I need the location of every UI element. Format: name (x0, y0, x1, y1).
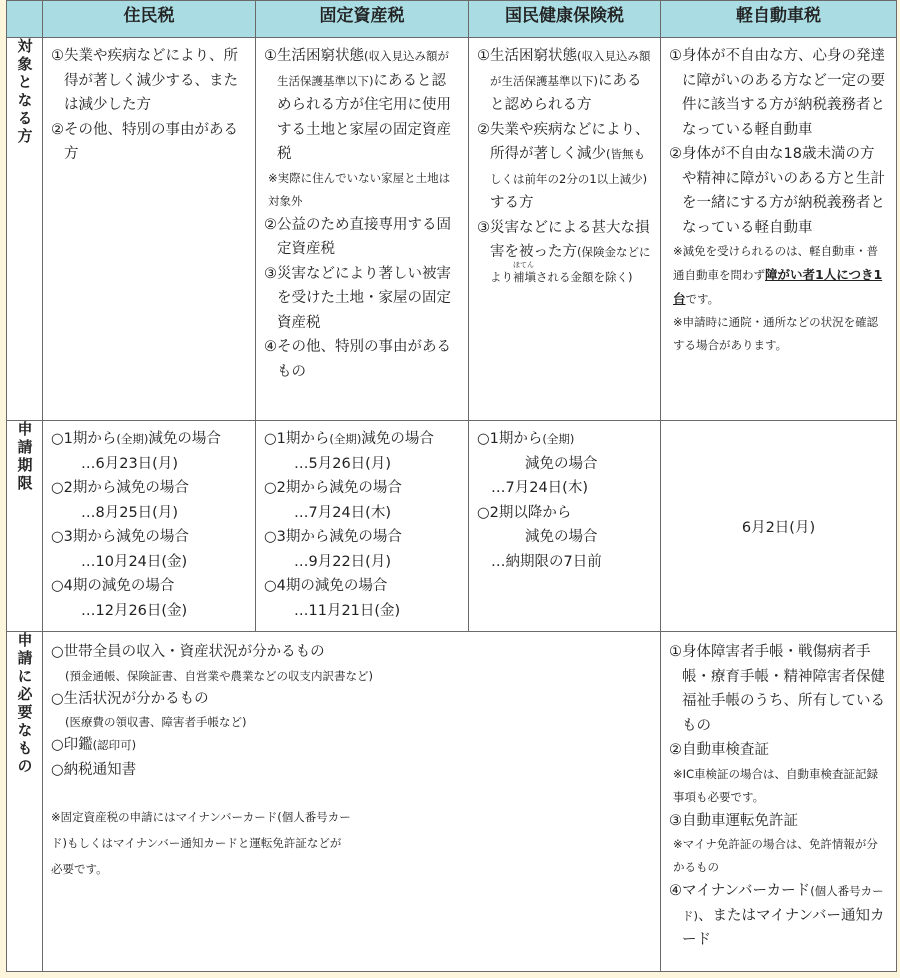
row-hitsuyo (7, 632, 897, 972)
hitsuyo-item-3-small: (認印可) (92, 738, 137, 752)
kigen-kei-date: 6月2日(月) (741, 519, 816, 536)
item-mark: ② (477, 121, 490, 138)
hitsuyo-kei-cell (661, 632, 897, 972)
item-text: その他、特別の事由があるもの (277, 339, 451, 380)
header-kokuho: 国民健康保険税 (469, 1, 661, 38)
item-text (490, 118, 652, 216)
kigen-kei-cell (661, 421, 897, 632)
taisho-kokuho-item-1 (477, 44, 652, 118)
item-text-small: (保険金などにより (490, 245, 651, 284)
kigen-kokuho-1 (477, 427, 652, 452)
taisho-kei-item-2 (669, 142, 888, 240)
kigen-jumin-cell (43, 421, 256, 632)
item-text-small: (収入見込み額が生活保護基準以下) (490, 49, 651, 88)
item-mark: ② (669, 146, 682, 162)
ruby-text: ほてん (513, 260, 534, 269)
kigen-kotei-3: ○3期から減免の場合 (264, 529, 402, 545)
hitsuyo-kei-item-4 (669, 879, 888, 953)
kigen-jumin-4: ○4期の減免の場合 (51, 578, 175, 594)
taisho-kei-note-2: ※申請時に通院・通所などの状況を確認する場合があります。 (673, 315, 879, 352)
item-text: 自動車検査証 (682, 742, 769, 758)
kigen-kotei-1 (264, 427, 460, 452)
item-text (490, 44, 652, 118)
item-mark: ② (669, 742, 682, 758)
kigen-jumin-3-date: …10月24日(金) (81, 553, 188, 570)
taisho-jumin-item-1 (51, 44, 247, 118)
item-text (682, 879, 888, 953)
taisho-kotei-item-1 (264, 44, 460, 167)
item-text: 自動車運転免許証 (682, 812, 798, 829)
hitsuyo-kei-item-2 (669, 738, 888, 763)
item-mark: ② (51, 121, 64, 138)
kigen-kotei-4-date: …11月21日(金) (294, 602, 401, 619)
kigen-head: ○1期から (264, 431, 330, 447)
kigen-jumin-1 (51, 427, 247, 452)
item-text: その他、特別の事由がある方 (64, 121, 238, 162)
kigen-kokuho-1-rest: 減免の場合 (525, 455, 598, 472)
kigen-head-small: (全期) (542, 432, 575, 446)
taisho-kei-note-1 (669, 240, 888, 311)
note-text-end: です。 (685, 292, 720, 306)
item-text-rest: にあると認められる方 (490, 72, 642, 113)
kigen-kotei-2-date: …7月24日(木) (294, 504, 391, 521)
kigen-jumin-4-date: …12月26日(金) (81, 602, 188, 619)
taisho-kotei-item-4 (264, 335, 460, 384)
hitsuyo-item-3-text: ○印鑑 (51, 737, 93, 753)
item-text-main: 失業や疾病などにより、所得が著しく減少 (490, 121, 650, 162)
tax-reduction-table (6, 0, 897, 972)
item-text-rest: にあると認められる方が住宅用に使用する土地と家屋の固定資産税 (277, 72, 451, 162)
ruby-base: 補塡 (513, 269, 536, 284)
row-taisho (7, 38, 897, 421)
kigen-head-rest: 減免の場合 (148, 431, 221, 447)
item-mark: ① (669, 48, 682, 64)
header-jumin: 住民税 (43, 1, 256, 38)
kigen-kokuho-2: ○2期以降から (477, 504, 572, 521)
taisho-kokuho-item-2 (477, 118, 652, 216)
item-mark: ① (264, 48, 277, 64)
row-kigen (7, 421, 897, 632)
hitsuyo-item-2-sub: (医療費の領収書、障害者手帳など) (65, 715, 247, 729)
item-text: 災害などにより著しい被害を受けた土地・家屋の固定資産税 (277, 265, 451, 331)
kigen-jumin-2: ○2期から減免の場合 (51, 480, 189, 496)
item-mark: ④ (669, 883, 682, 899)
taisho-kei-item-1 (669, 44, 888, 142)
taisho-kokuho-cell (469, 38, 661, 421)
item-text: 身体が不自由な18歳未満の方や精神に障がいのある方と生計を一緒にする方が納税義務者となっている軽自動車 (682, 146, 885, 236)
spacer (51, 782, 652, 804)
taisho-kotei-cell (256, 38, 469, 421)
hitsuyo-item-4: ○納税通知書 (51, 761, 137, 778)
taisho-kei-cell (661, 38, 897, 421)
kigen-kotei-2: ○2期から減免の場合 (264, 480, 402, 496)
kigen-head: ○1期から (477, 431, 543, 447)
hitsuyo-item-2: ○生活状況が分かるもの (51, 690, 209, 707)
kigen-jumin-1-date: …6月23日(月) (81, 455, 178, 472)
item-mark: ③ (264, 265, 277, 282)
item-mark: ④ (264, 339, 277, 355)
kigen-kokuho-1-date: …7月24日(木) (491, 480, 588, 496)
taisho-jumin-cell (43, 38, 256, 421)
item-text-main: 生活困窮状態 (277, 48, 364, 64)
row-label-hitsuyo (7, 632, 43, 972)
hitsuyo-common-cell (43, 632, 661, 972)
kigen-head-small: (全期) (329, 432, 362, 446)
taisho-jumin-item-2 (51, 118, 247, 167)
taisho-kotei-item-3 (264, 262, 460, 336)
corner-cell (7, 1, 43, 38)
kigen-kotei-3-date: …9月22日(月) (294, 553, 391, 570)
item-text-small: (皆無もしくは前年の2分の1以上減少) (490, 147, 648, 186)
item-mark: ① (51, 48, 64, 64)
kigen-kokuho-2-rest: 減免の場合 (525, 529, 598, 545)
item-text-small: (収入見込み額が生活保護基準以下) (277, 49, 449, 88)
row-label-kigen (7, 421, 43, 632)
note-text: ※減免を受けられるのは、軽自動車・普通自動車を問わず (673, 244, 879, 282)
item-text-small-2: される金額を除く) (536, 269, 633, 284)
row-label-kigen-text: 申請期限 (15, 421, 34, 493)
header-kotei: 固定資産税 (256, 1, 469, 38)
item-text-rest: 、またはマイナンバー通知カード (682, 907, 885, 948)
item-text-small: (個人番号カード) (682, 884, 884, 923)
item-mark: ③ (477, 219, 490, 236)
hitsuyo-item-1: ○世帯全員の収入・資産状況が分かるもの (51, 644, 325, 660)
item-mark: ① (477, 48, 490, 64)
item-text (277, 44, 460, 167)
kigen-head-small: (全期) (116, 432, 149, 446)
kigen-kotei-4: ○4期の減免の場合 (264, 578, 388, 594)
item-text-main: 災害などによる甚大な損害を被った方 (490, 219, 650, 260)
kigen-kokuho-2-date: …納期限の7日前 (491, 553, 602, 570)
row-label-taisho (7, 38, 43, 421)
taisho-kotei-note: ※実際に住んでいない家屋と土地は対象外 (268, 170, 451, 208)
kigen-kokuho-cell (469, 421, 661, 632)
item-text: 身体が不自由な方、心身の発達に障がいのある方など一定の要件に該当する方が納税義務者となっている軽自動車 (682, 48, 885, 138)
hitsuyo-note: ※固定資産税の申請にはマイナンバーカード(個人番号カード)もしくはマイナンバー通知カードと運転免許証などが必要です。 (51, 810, 351, 876)
row-label-hitsuyo-text: 申請に必要なもの (15, 632, 34, 776)
item-text: 公益のため直接専用する固定資産税 (277, 216, 451, 257)
item-text-rest: する方 (490, 195, 534, 211)
item-mark: ③ (669, 812, 682, 829)
kigen-head-rest: 減免の場合 (361, 431, 434, 447)
kigen-head: ○1期から (51, 431, 117, 447)
kigen-jumin-2-date: …8月25日(月) (81, 504, 178, 521)
hitsuyo-kei-note-3: ※マイナ免許証の場合は、免許情報が分かるもの (673, 837, 878, 874)
taisho-kokuho-item-3 (477, 216, 652, 290)
header-kei: 軽自動車税 (661, 1, 897, 38)
hitsuyo-item-3 (51, 733, 652, 758)
hitsuyo-kei-item-1 (669, 640, 888, 738)
item-mark: ① (669, 644, 682, 660)
item-text (490, 216, 652, 290)
header-row (7, 1, 897, 38)
item-text: 失業や疾病などにより、所得が著しく減少する、または減少した方 (64, 48, 238, 113)
kigen-kotei-cell (256, 421, 469, 632)
taisho-kotei-item-2 (264, 213, 460, 262)
hitsuyo-kei-note-2: ※IC車検証の場合は、自動車検査証記録事項も必要です。 (673, 766, 879, 804)
kigen-jumin-3: ○3期から減免の場合 (51, 529, 189, 545)
item-text-main: 生活困窮状態 (490, 48, 577, 64)
hitsuyo-kei-item-3 (669, 809, 888, 834)
note-emphasis: 障がい者1人につき1台 (673, 267, 883, 306)
kigen-kotei-1-date: …5月26日(月) (294, 455, 391, 472)
item-text: 身体障害者手帳・戦傷病者手帳・療育手帳・精神障害者保健福祉手帳のうち、所有しているもの (682, 644, 885, 734)
ruby-hoten (513, 260, 536, 284)
hitsuyo-item-1-sub: (預金通帳、保険証書、自営業や農業などの収支内訳書など) (65, 668, 373, 683)
item-text-main: マイナンバーカード (682, 883, 811, 899)
row-label-taisho-text: 対象となる方 (15, 38, 34, 146)
item-mark: ② (264, 216, 277, 233)
